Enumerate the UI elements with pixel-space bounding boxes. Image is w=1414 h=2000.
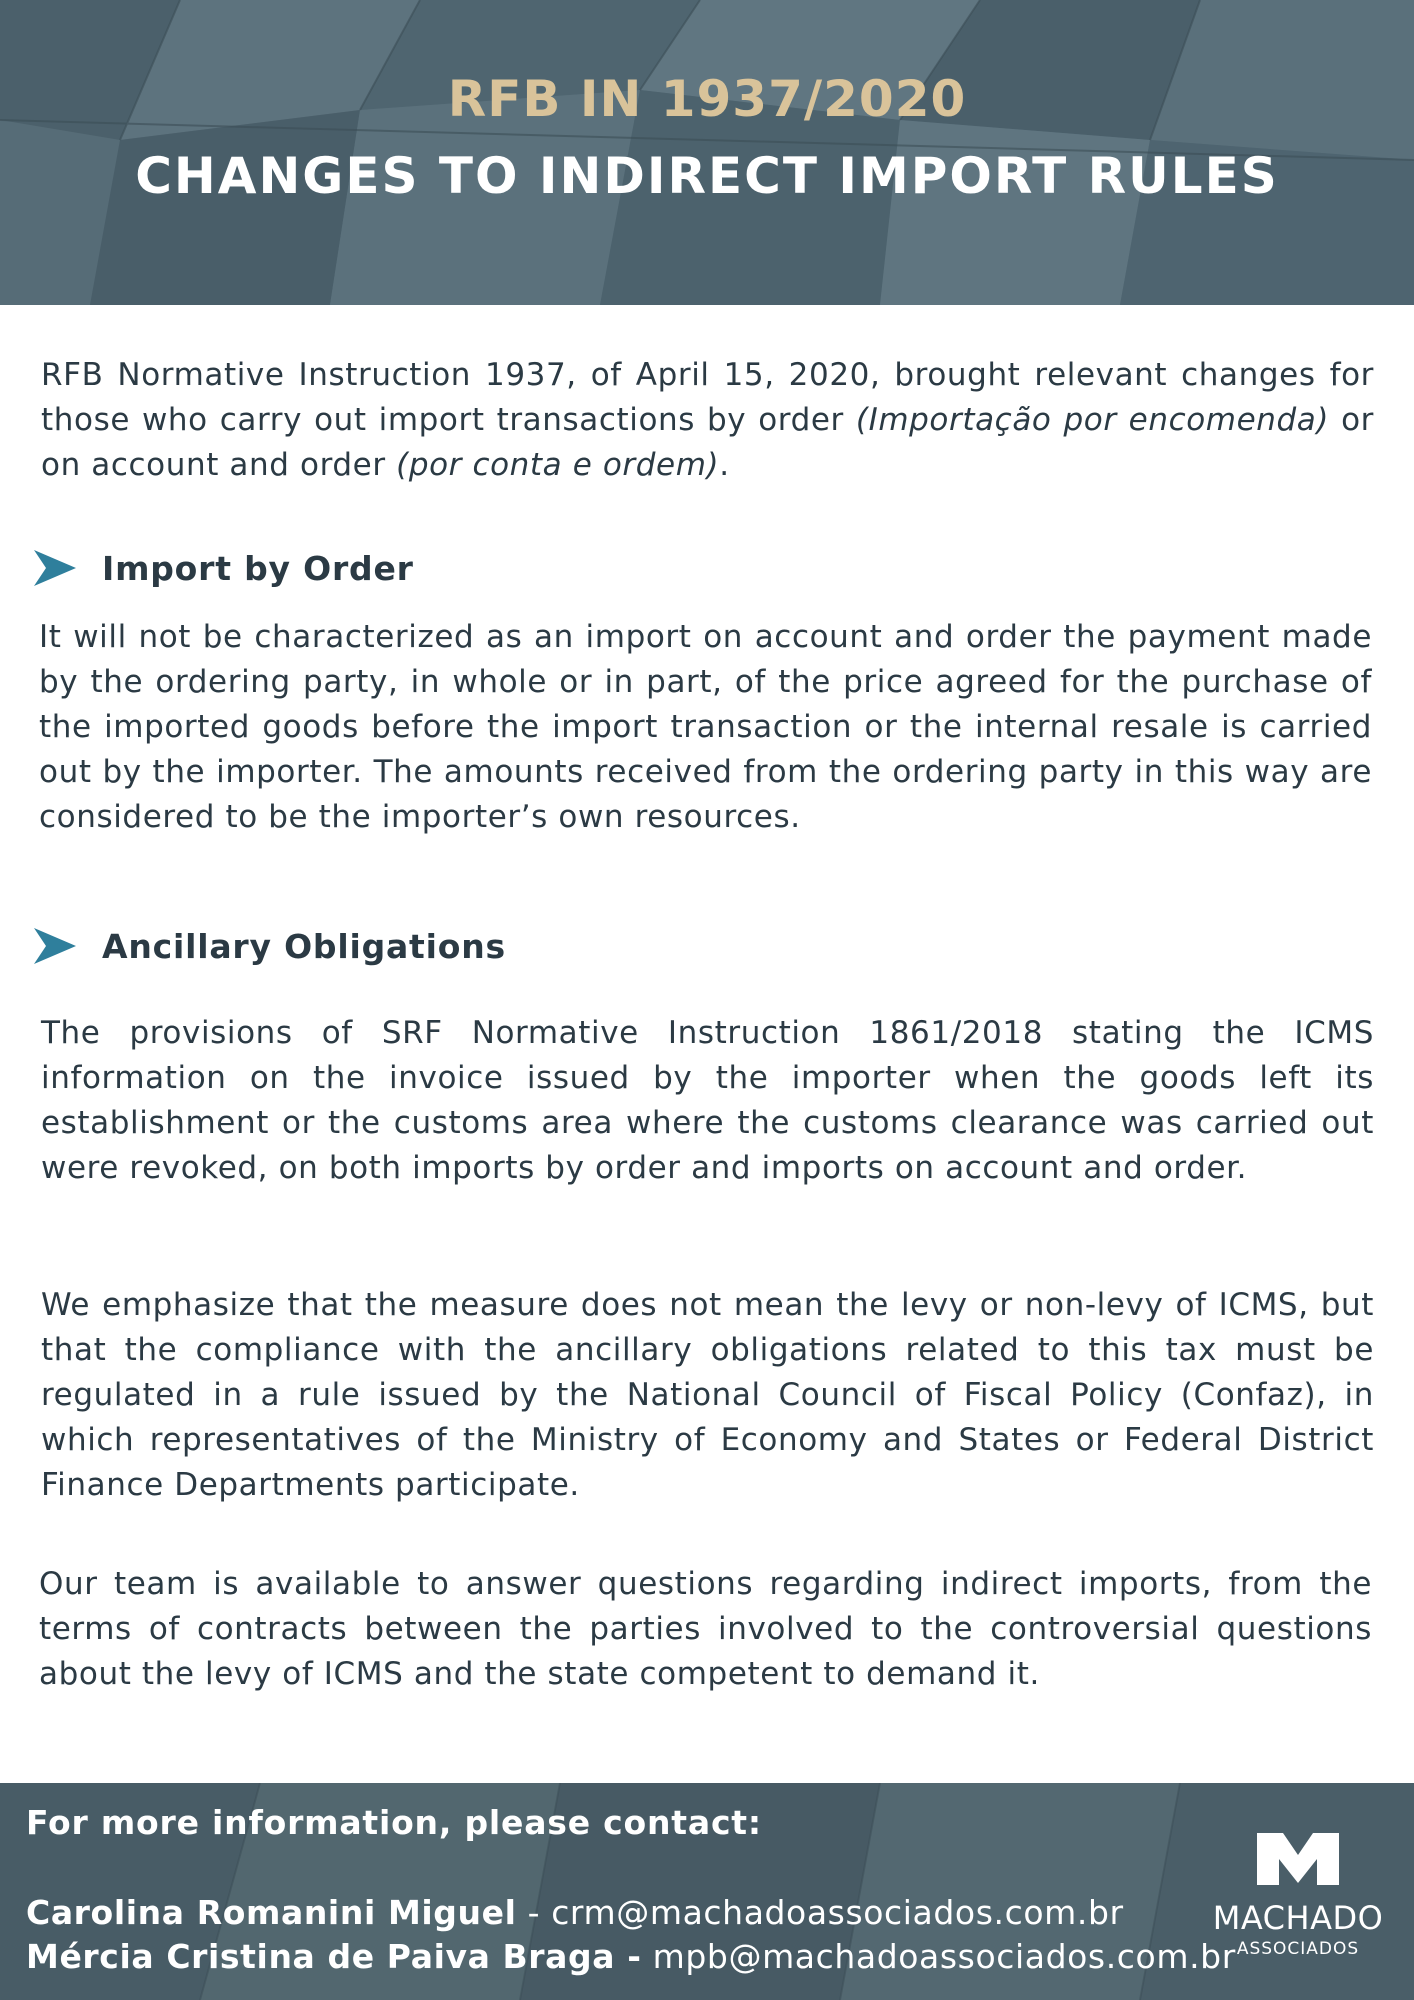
logo-subtitle: ASSOCIADOS	[1236, 1939, 1360, 1959]
contact-line-1	[26, 1893, 1124, 1932]
section-heading-ancillary-obligations	[34, 924, 506, 968]
ancillary-paragraph-1: The provisions of SRF Normative Instruction 1861/2018 stating the ICMS information on the invoice issued by the importer when the goods left its establishment or the customs area where the customs clearance was carried out were revoked, on both imports by order and imports on account and order.	[41, 1015, 1374, 1186]
document-code-title: RFB IN 1937/2020	[447, 70, 967, 128]
ancillary-paragraph-2: We emphasize that the measure does not mean the levy or non-levy of ICMS, but that the compliance with the ancillary obligations related to this tax must be regulated in a rule issued by the National Council of Fiscal Policy (Confaz), in which representatives of the Ministry of Economy and States or Federal District Finance Departments participate.	[41, 1287, 1374, 1503]
intro-text-c: .	[719, 447, 730, 483]
document-main-title: CHANGES TO INDIRECT IMPORT RULES	[135, 147, 1279, 205]
contact-line-2	[26, 1937, 1236, 1976]
chevron-right-icon	[34, 928, 76, 964]
machado-logo-icon	[1257, 1833, 1339, 1885]
contact-email-link[interactable]: crm@machadoassociados.com.br	[551, 1893, 1124, 1932]
ancillary-paragraph-3: Our team is available to answer questions regarding indirect imports, from the terms of contracts between the parties involved to the controversial questions about the levy of ICMS and the state competent to demand it.	[39, 1566, 1372, 1692]
logo-name: MACHADO	[1212, 1899, 1384, 1937]
contact-footer	[0, 1783, 1414, 2000]
intro-text-b: or on account and order	[41, 402, 1374, 483]
contact-email-link[interactable]: mpb@machadoassociados.com.br	[652, 1937, 1236, 1976]
contact-intro: For more information, please contact:	[26, 1803, 762, 1842]
intro-italic-a: (Importação por encomenda)	[855, 402, 1330, 438]
import-by-order-paragraph: It will not be characterized as an import on account and order the payment made by the ordering party, in whole or in part, of the price agreed for the purchase of the imported goods before the import transaction or the internal resale is carried out by the importer. The amounts received from the ordering party in this way are considered to be the importer’s own resources.	[39, 619, 1372, 835]
intro-italic-b: (por conta e ordem)	[396, 447, 720, 483]
intro-text-a: RFB Normative Instruction 1937, of April 15, 2020, brought relevant changes for those who carry out import transactions by order	[41, 357, 1374, 438]
contact-name: Carolina Romanini Miguel	[26, 1893, 517, 1932]
chevron-right-icon	[34, 550, 76, 586]
section-title: Ancillary Obligations	[102, 926, 506, 966]
section-heading-import-by-order	[34, 546, 414, 590]
intro-paragraph	[41, 353, 1374, 488]
contact-separator: -	[516, 1893, 552, 1932]
machado-logo	[1208, 1833, 1388, 1983]
contact-name: Mércia Cristina de Paiva Braga -	[26, 1937, 642, 1976]
section-title: Import by Order	[102, 548, 414, 588]
header-banner	[0, 0, 1414, 305]
contact-separator	[642, 1937, 653, 1976]
